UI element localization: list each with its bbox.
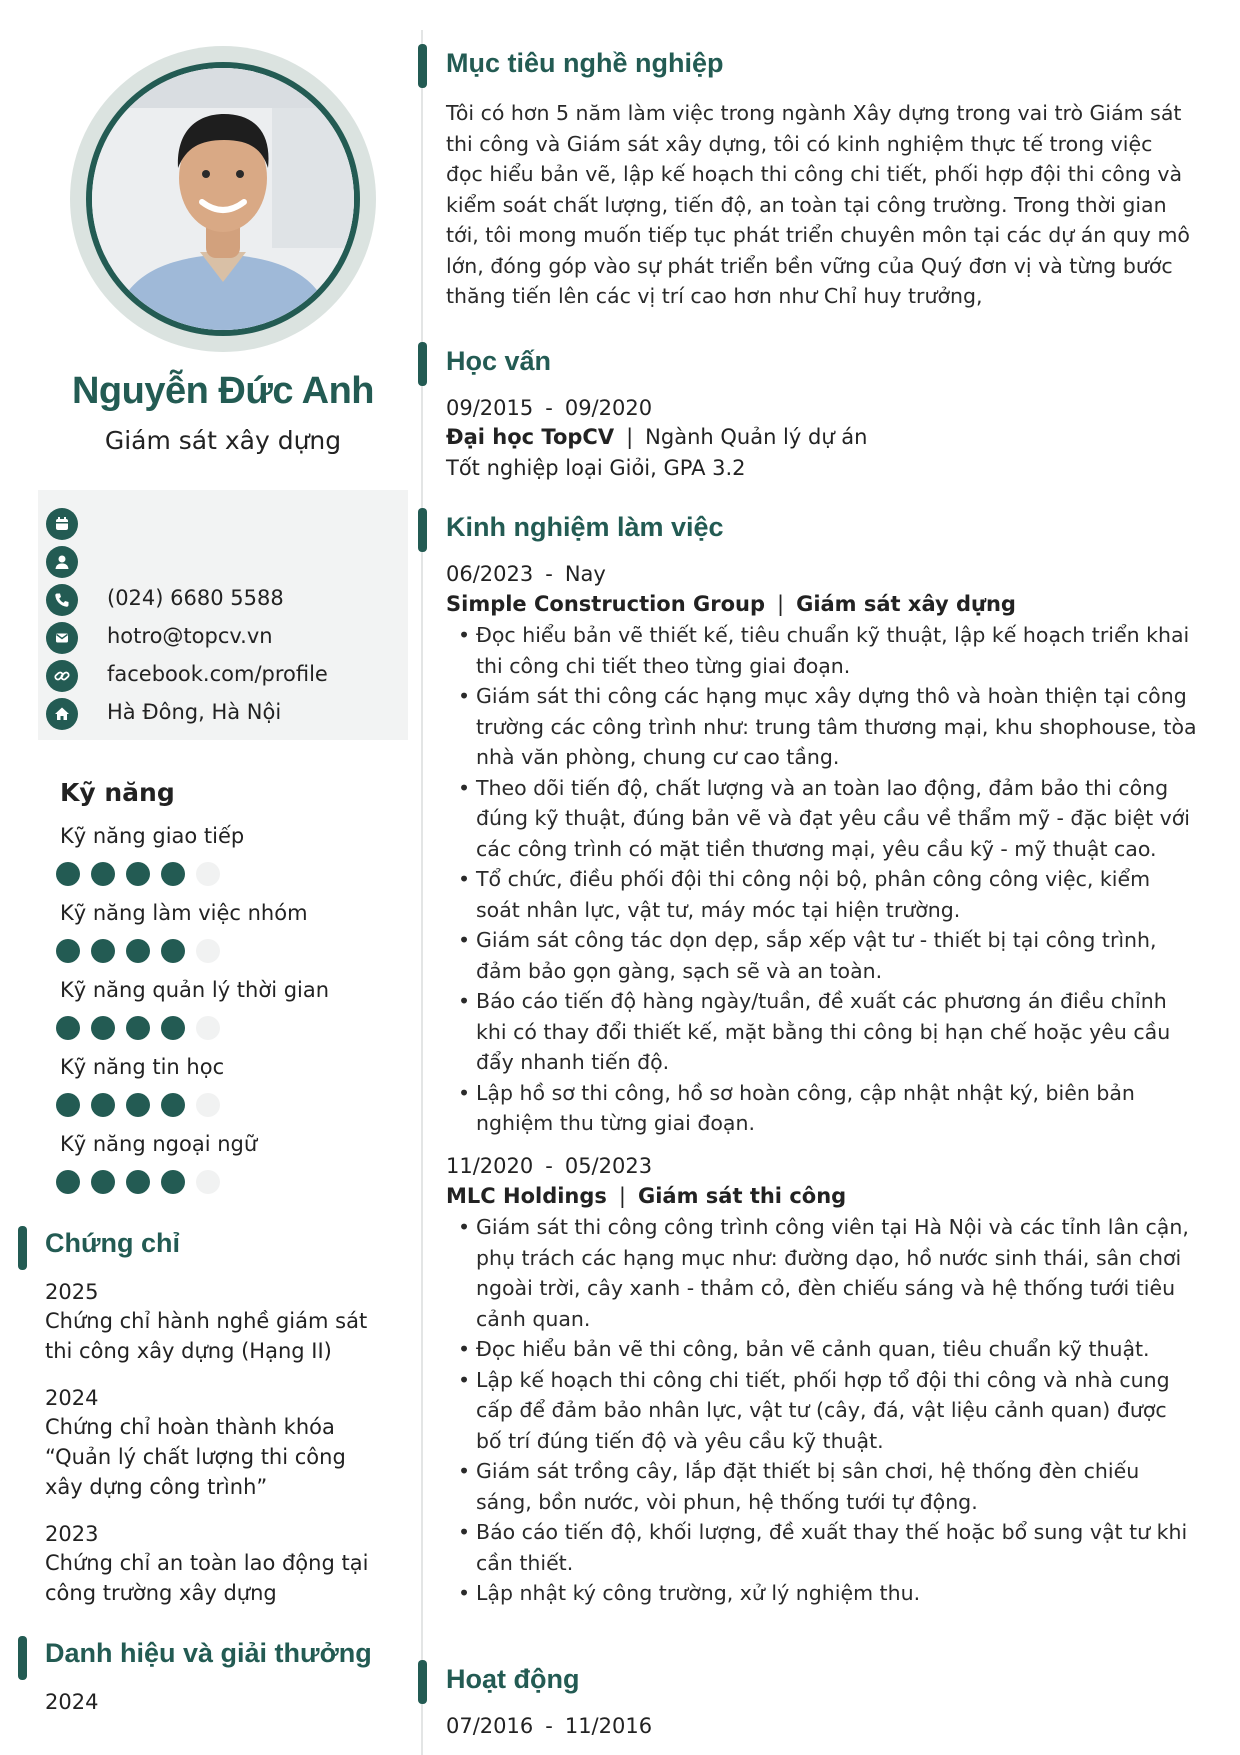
rating-dot-filled	[56, 1170, 80, 1194]
activity-end: 11/2016	[564, 1714, 653, 1738]
rating-dot-filled	[91, 1093, 115, 1117]
skill-label: Kỹ năng tin học	[60, 1055, 225, 1079]
job-responsibilities	[458, 620, 1198, 1139]
profile-photo-illustration	[92, 68, 354, 330]
education-school-line: Đại học TopCV | Ngành Quản lý dự án	[446, 425, 868, 449]
candidate-name: Nguyễn Đức Anh	[71, 370, 374, 412]
skill-label: Kỹ năng làm việc nhóm	[60, 901, 308, 925]
education-heading: Học vấn	[446, 346, 552, 376]
skill-label: Kỹ năng quản lý thời gian	[60, 978, 330, 1002]
link-icon	[46, 660, 78, 692]
responsibility-item: • Lập nhật ký công trường, xử lý nghiệm thu.	[458, 1578, 1198, 1609]
responsibility-item: • Lập kế hoạch thi công chi tiết, phối hợp tổ đội thi công và nhà cung cấp để đảm bảo nhân lực, vật tư (cây, đá, vật liệu cảnh quan) được bố trí đúng tiến độ và yêu cầu kỹ thuật.	[458, 1365, 1198, 1457]
skill-rating	[56, 1170, 256, 1194]
certificate-name: Chứng chỉ hoàn thành khóa “Quản lý chất lượng thi công xây dựng công trình”	[45, 1415, 346, 1499]
responsibility-item: • Tổ chức, điều phối đội thi công nội bộ, phân công công việc, kiểm soát nhân lực, vật tư, máy móc tại hiện trường.	[458, 864, 1198, 925]
responsibility-item: • Giám sát thi công công trình công viên tại Hà Nội và các tỉnh lân cận, phụ trách các hạng mục như: đường dạo, hồ nước sinh thái, sân chơi ngoài trời, cây xanh - thảm cỏ, đèn chiếu sáng và hệ thống tưới tiêu cảnh quan.	[458, 1212, 1198, 1334]
job-end: 05/2023	[564, 1154, 653, 1178]
certificate-year: 2025	[45, 1280, 99, 1304]
objective-heading: Mục tiêu nghề nghiệp	[446, 48, 724, 78]
rating-dot-filled	[56, 1093, 80, 1117]
phone-text[interactable]: (024) 6680 5588	[107, 586, 284, 610]
rating-dot-empty	[196, 862, 220, 886]
contact-gender	[46, 546, 406, 578]
rating-dot-filled	[161, 1093, 185, 1117]
rating-dot-filled	[91, 939, 115, 963]
education-end: 09/2020	[564, 396, 653, 420]
experience-heading: Kinh nghiệm làm việc	[446, 512, 724, 542]
rating-dot-filled	[91, 1170, 115, 1194]
skill-label: Kỹ năng ngoại ngữ	[60, 1132, 258, 1156]
rating-dot-filled	[126, 862, 150, 886]
avatar	[70, 46, 376, 352]
calendar-icon	[46, 508, 78, 540]
rating-dot-filled	[56, 939, 80, 963]
certificate-name: Chứng chỉ an toàn lao động tại công trường xây dựng	[45, 1551, 369, 1605]
rating-dot-filled	[91, 1016, 115, 1040]
job-position: Giám sát thi công	[638, 1184, 847, 1208]
activities-heading: Hoạt động	[446, 1664, 580, 1694]
certificates-accent-bar	[18, 1226, 27, 1270]
rating-dot-empty	[196, 939, 220, 963]
company-name: MLC Holdings	[446, 1184, 607, 1208]
education-start: 09/2015	[446, 396, 534, 420]
responsibility-item: • Giám sát công tác dọn dẹp, sắp xếp vật tư - thiết bị tại công trình, đảm bảo gọn gàng, sạch sẽ và an toàn.	[458, 925, 1198, 986]
responsibility-item: • Đọc hiểu bản vẽ thiết kế, tiêu chuẩn kỹ thuật, lập kế hoạch triển khai thi công chi tiết theo từng giai đoạn.	[458, 620, 1198, 681]
job-company-line: MLC Holdings | Giám sát thi công	[446, 1184, 847, 1208]
skill-rating	[56, 1093, 256, 1117]
rating-dot-filled	[126, 1093, 150, 1117]
certificate-year: 2024	[45, 1386, 99, 1410]
award-year: 2024	[45, 1690, 99, 1714]
left-column	[0, 0, 420, 1755]
column-divider	[421, 30, 423, 1755]
experience-accent-bar	[418, 508, 427, 552]
activities-accent-bar	[418, 1660, 427, 1704]
rating-dot-filled	[126, 939, 150, 963]
rating-dot-filled	[56, 862, 80, 886]
company-name: Simple Construction Group	[446, 592, 765, 616]
email-icon	[46, 622, 78, 654]
job-dates: 06/2023 - Nay	[446, 562, 606, 586]
education-result: Tốt nghiệp loại Giỏi, GPA 3.2	[446, 456, 746, 480]
website-text[interactable]: facebook.com/profile	[107, 662, 328, 686]
responsibility-item: • Báo cáo tiến độ, khối lượng, đề xuất thay thế hoặc bổ sung vật tư khi cần thiết.	[458, 1517, 1198, 1578]
address-text: Hà Đông, Hà Nội	[107, 700, 282, 724]
responsibility-item: • Báo cáo tiến độ hàng ngày/tuần, đề xuất các phương án điều chỉnh khi có thay đổi thiết kế, mặt bằng thi công bị hạn chế hoặc yêu cầu đẩy nhanh tiến độ.	[458, 986, 1198, 1078]
responsibility-item: • Giám sát thi công các hạng mục xây dựng thô và hoàn thiện tại công trường các công trình như: trung tâm thương mại, khu shophouse, tòa nhà văn phòng, chung cư cao tầng.	[458, 681, 1198, 773]
rating-dot-filled	[126, 1016, 150, 1040]
contact-panel	[38, 490, 408, 740]
education-major: Ngành Quản lý dự án	[645, 425, 868, 449]
objective-accent-bar	[418, 44, 427, 88]
job-end: Nay	[564, 562, 606, 586]
job-dates: 11/2020 - 05/2023	[446, 1154, 653, 1178]
skill-rating	[56, 939, 256, 963]
profile-photo	[92, 68, 354, 330]
rating-dot-filled	[161, 862, 185, 886]
education-accent-bar	[418, 342, 427, 386]
rating-dot-empty	[196, 1016, 220, 1040]
responsibility-item: • Đọc hiểu bản vẽ thi công, bản vẽ cảnh quan, tiêu chuẩn kỹ thuật.	[458, 1334, 1198, 1365]
skill-rating	[56, 1016, 256, 1040]
responsibility-item: • Theo dõi tiến độ, chất lượng và an toàn lao động, đảm bảo thi công đúng kỹ thuật, đúng bản vẽ và đạt yêu cầu về thẩm mỹ - đặc biệt với các công trình có mặt tiền thương mại, yêu cầu kỹ - mỹ thuật cao.	[458, 773, 1198, 865]
activity-start: 07/2016	[446, 1714, 534, 1738]
rating-dot-empty	[196, 1093, 220, 1117]
activity-dates: 07/2016 - 11/2016	[446, 1714, 653, 1738]
rating-dot-filled	[161, 1016, 185, 1040]
rating-dot-filled	[161, 939, 185, 963]
responsibility-item: • Lập hồ sơ thi công, hồ sơ hoàn công, cập nhật nhật ký, biên bản nghiệm thu từng giai đoạn.	[458, 1078, 1198, 1139]
contact-website	[46, 660, 406, 692]
candidate-title: Giám sát xây dựng	[104, 426, 342, 455]
job-responsibilities	[458, 1212, 1198, 1609]
rating-dot-filled	[56, 1016, 80, 1040]
responsibility-item: • Giám sát trồng cây, lắp đặt thiết bị sân chơi, hệ thống đèn chiếu sáng, bồn nước, vòi phun, hệ thống tưới tự động.	[458, 1456, 1198, 1517]
contact-birthday	[46, 508, 406, 540]
rating-dot-empty	[196, 1170, 220, 1194]
phone-icon	[46, 584, 78, 616]
skills-heading: Kỹ năng	[60, 778, 175, 807]
rating-dot-filled	[91, 862, 115, 886]
awards-heading: Danh hiệu và giải thưởng	[45, 1638, 372, 1668]
contact-phone	[46, 584, 406, 616]
awards-accent-bar	[18, 1636, 27, 1680]
certificate-year: 2023	[45, 1522, 99, 1546]
objective-text: Tôi có hơn 5 năm làm việc trong ngành Xây dựng trong vai trò Giám sát thi công và Giám sát xây dựng, tôi có kinh nghiệm thực tế trong việc đọc hiểu bản vẽ, lập kế hoạch thi công chi tiết, phối hợp đội thi công và kiểm soát chất lượng, tiến độ, an toàn tại công trường. Trong thời gian tới, tôi mong muốn tiếp tục phát triển chuyên môn tại các dự án quy mô lớn, đóng góp vào sự phát triển bền vững của Quý đơn vị và từng bước thăng tiến lên các vị trí cao hơn như Chỉ huy trưởng,	[446, 101, 1190, 308]
job-start: 11/2020	[446, 1154, 534, 1178]
contact-address	[46, 698, 406, 730]
rating-dot-filled	[126, 1170, 150, 1194]
school-name: Đại học TopCV	[446, 425, 615, 449]
skill-rating	[56, 862, 256, 886]
certificates-heading: Chứng chỉ	[45, 1228, 181, 1258]
job-position: Giám sát xây dựng	[796, 592, 1016, 616]
home-icon	[46, 698, 78, 730]
certificate-name: Chứng chỉ hành nghề giám sát thi công xây dựng (Hạng II)	[45, 1309, 368, 1363]
rating-dot-filled	[161, 1170, 185, 1194]
skill-label: Kỹ năng giao tiếp	[60, 824, 245, 848]
education-dates: 09/2015 - 09/2020	[446, 396, 653, 420]
job-start: 06/2023	[446, 562, 534, 586]
job-company-line: Simple Construction Group | Giám sát xây dựng	[446, 592, 1016, 616]
contact-email	[46, 622, 406, 654]
email-text[interactable]: hotro@topcv.vn	[107, 624, 273, 648]
user-icon	[46, 546, 78, 578]
